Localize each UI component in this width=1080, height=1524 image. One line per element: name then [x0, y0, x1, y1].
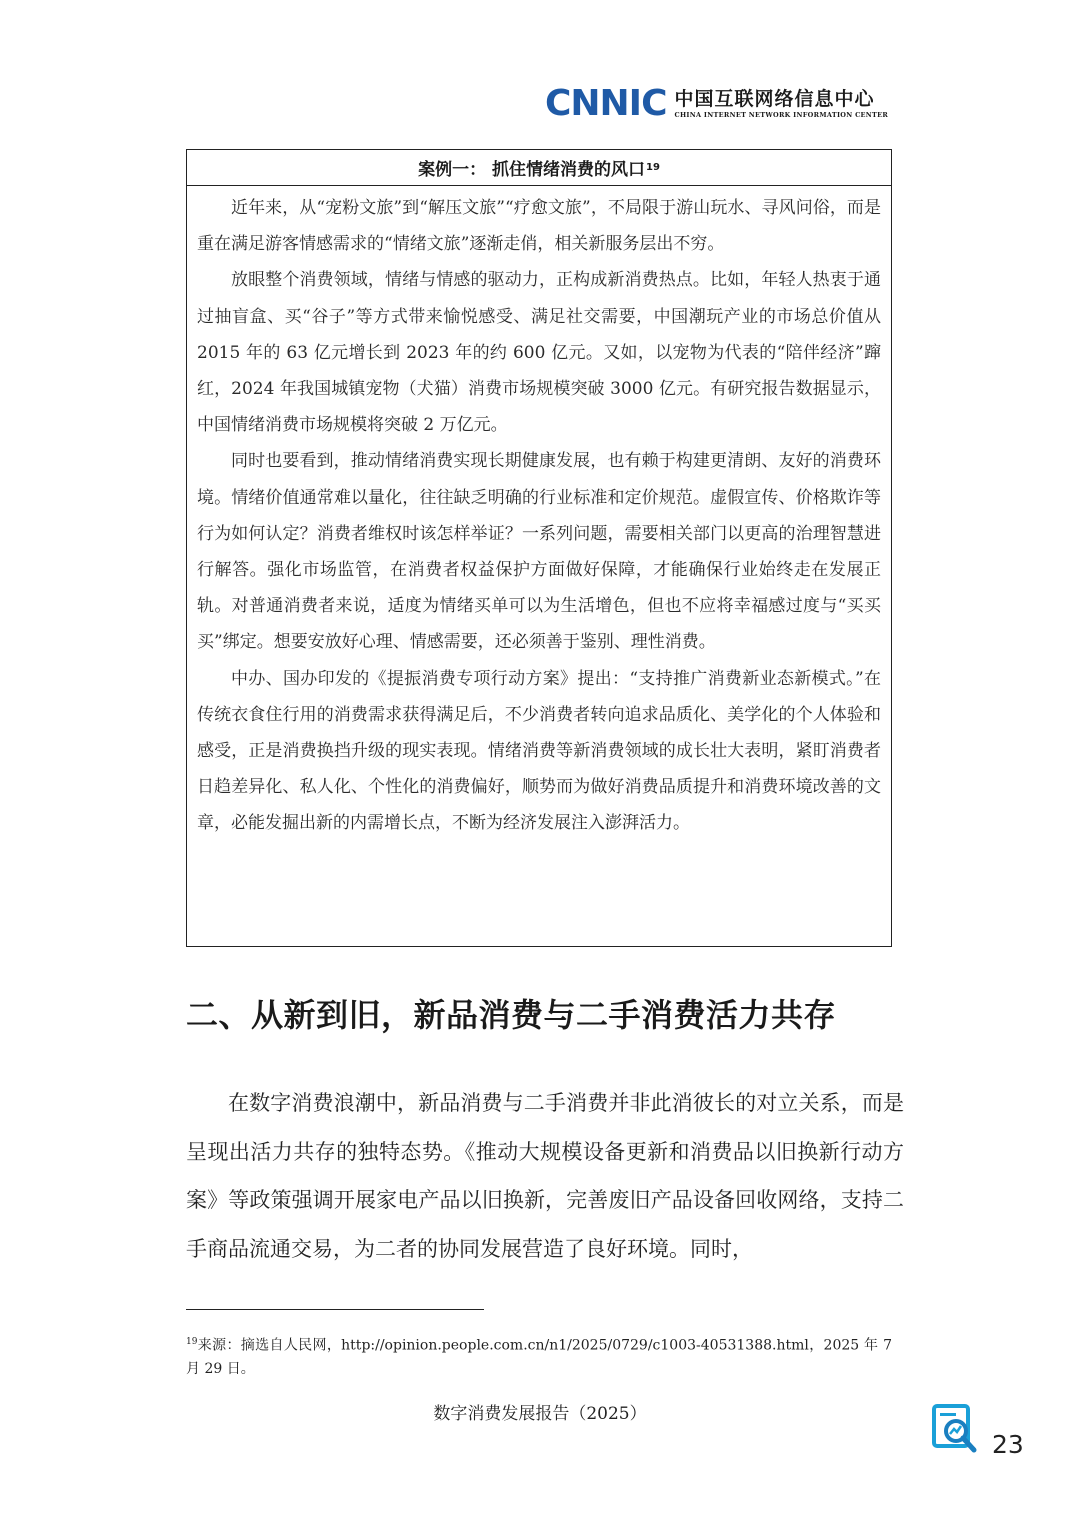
- logo-chinese-name: 中国互联网络信息中心: [674, 87, 875, 110]
- case-study-box: [186, 149, 892, 947]
- case-study-title-text: 案例一： 抓住情绪消费的风口: [418, 160, 645, 180]
- case-paragraph: 近年来，从“宠粉文旅”到“解压文旅”“疗愈文旅”，不局限于游山玩水、寻风问俗，而是重在满足游客情感需求的“情绪文旅”逐渐走俏，相关新服务层出不穷。: [197, 198, 881, 255]
- footnote-number: 19: [186, 1337, 198, 1347]
- page-number: 23: [992, 1430, 1024, 1459]
- case-study-body: [187, 186, 891, 842]
- case-paragraph: 中办、国办印发的《提振消费专项行动方案》提出：“支持推广消费新业态新模式。”在传统衣食住行用的消费需求获得满足后，不少消费者转向追求品质化、美学化的个人体验和感受，正是消费换挡升级的现实表现。情绪消费等新消费领域的成长壮大表明，紧盯消费者日趋差异化、私人化、个性化的消费偏好，顺势而为做好消费品质提升和消费环境改善的文章，必能发掘出新的内需增长点，不断为经济发展注入澎湃活力。: [197, 668, 881, 834]
- logo-english-name: CHINA INTERNET NETWORK INFORMATION CENTER: [674, 111, 889, 120]
- case-paragraph: 同时也要看到，推动情绪消费实现长期健康发展，也有赖于构建更清朗、友好的消费环境。情绪价值通常难以量化，往往缺乏明确的行业标准和定价规范。虚假宣传、价格欺诈等行为如何认定？消费者维权时该怎样举证？一系列问题，需要相关部门以更高的治理智慧进行解答。强化市场监管，在消费者权益保护方面做好保障，才能确保行业始终走在发展正轨。对普通消费者来说，适度为情绪买单可以为生活增色，但也不应将幸福感过度与“买买买”绑定。想要安放好心理、情感需要，还必须善于鉴别、理性消费。: [197, 451, 881, 653]
- section-heading: 二、从新到旧，新品消费与二手消费活力共存: [186, 996, 837, 1034]
- footer-report-title: 数字消费发展报告（2025）: [433, 1404, 647, 1424]
- magnifier-report-icon: [932, 1404, 978, 1454]
- case-study-title: [187, 150, 891, 186]
- footnote-ref[interactable]: 19: [646, 162, 660, 173]
- footnote-text: 来源：摘选自人民网，http://opinion.people.com.cn/n1/2025/0729/c1003-40531388.html，2025 年 7 月 29 日。: [186, 1337, 892, 1377]
- footnote: [186, 1331, 892, 1381]
- logo-text: [675, 89, 889, 120]
- case-paragraph: 放眼整个消费领域，情绪与情感的驱动力，正构成新消费热点。比如，年轻人热衷于通过抽盲盒、买“谷子”等方式带来愉悦感受、满足社交需要，中国潮玩产业的市场总价值从 2015 年的 63 亿元增长到 2023 年的约 600 亿元。又如，以宠物为代表的“陪伴经济”蹿红，2024 年我国城镇宠物（犬猫）消费市场规模突破 3000 亿元。有研究报告数据显示，中国情绪消费市场规模将突破 2 万亿元。: [197, 270, 881, 436]
- logo-mark: CNNIC: [545, 83, 667, 124]
- footnote-divider: [186, 1309, 484, 1310]
- body-paragraph: 在数字消费浪潮中，新品消费与二手消费并非此消彼长的对立关系，而是呈现出活力共存的独特态势。《推动大规模设备更新和消费品以旧换新行动方案》等政策强调开展家电产品以旧换新，完善废旧产品设备回收网络，支持二手商品流通交易，为二者的协同发展营造了良好环境。同时，: [186, 1091, 904, 1261]
- cnnic-logo: [545, 84, 895, 124]
